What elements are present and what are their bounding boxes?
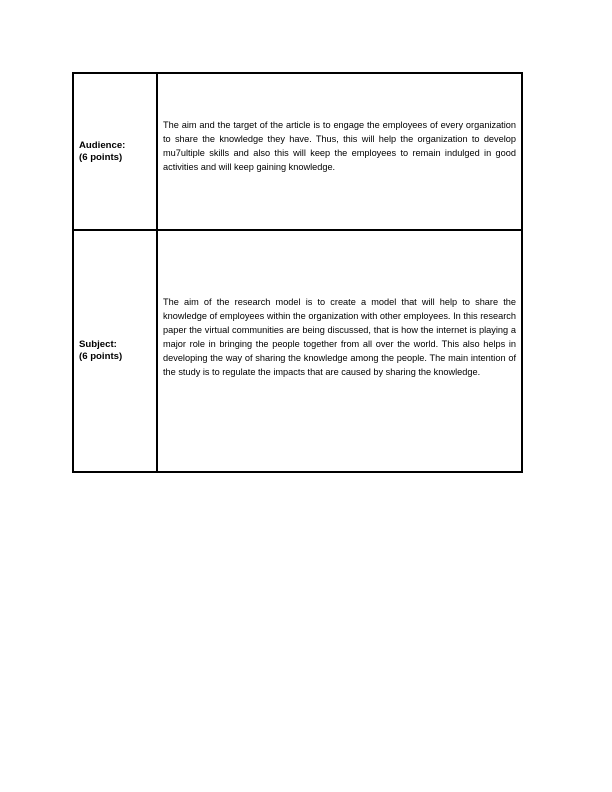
row-content: The aim of the research model is to create a model that will help to share the knowledge of employees within the organization with other employees. In this research paper the virtual communities are being discussed, that is how the internet is playing a major role in bringing the people together from all over the world. This also helps in developing the way of sharing the knowledge among the people. The main intention of the study is to regulate the impacts that are caused by sharing the knowledge. — [163, 297, 516, 377]
row-content: The aim and the target of the article is to engage the employees of every organization to share the knowledge they have. Thus, this will help the organization to develop mu7ultiple skills and also this will keep the employees to remain indulged in good activities and will keep gaining knowledge. — [163, 120, 516, 172]
content-cell — [158, 231, 521, 471]
label-cell — [74, 231, 158, 471]
label-points: (6 points) — [79, 351, 123, 362]
label-cell — [74, 74, 158, 229]
content-cell — [158, 74, 521, 229]
table-row-subject — [74, 231, 521, 471]
label-title: Audience: — [79, 139, 126, 151]
row-label — [79, 140, 125, 164]
table-row-audience — [74, 74, 521, 231]
row-label — [79, 339, 122, 363]
rubric-table — [72, 72, 523, 473]
label-title: Subject: — [79, 339, 117, 350]
label-points: (6 points) — [79, 151, 123, 163]
